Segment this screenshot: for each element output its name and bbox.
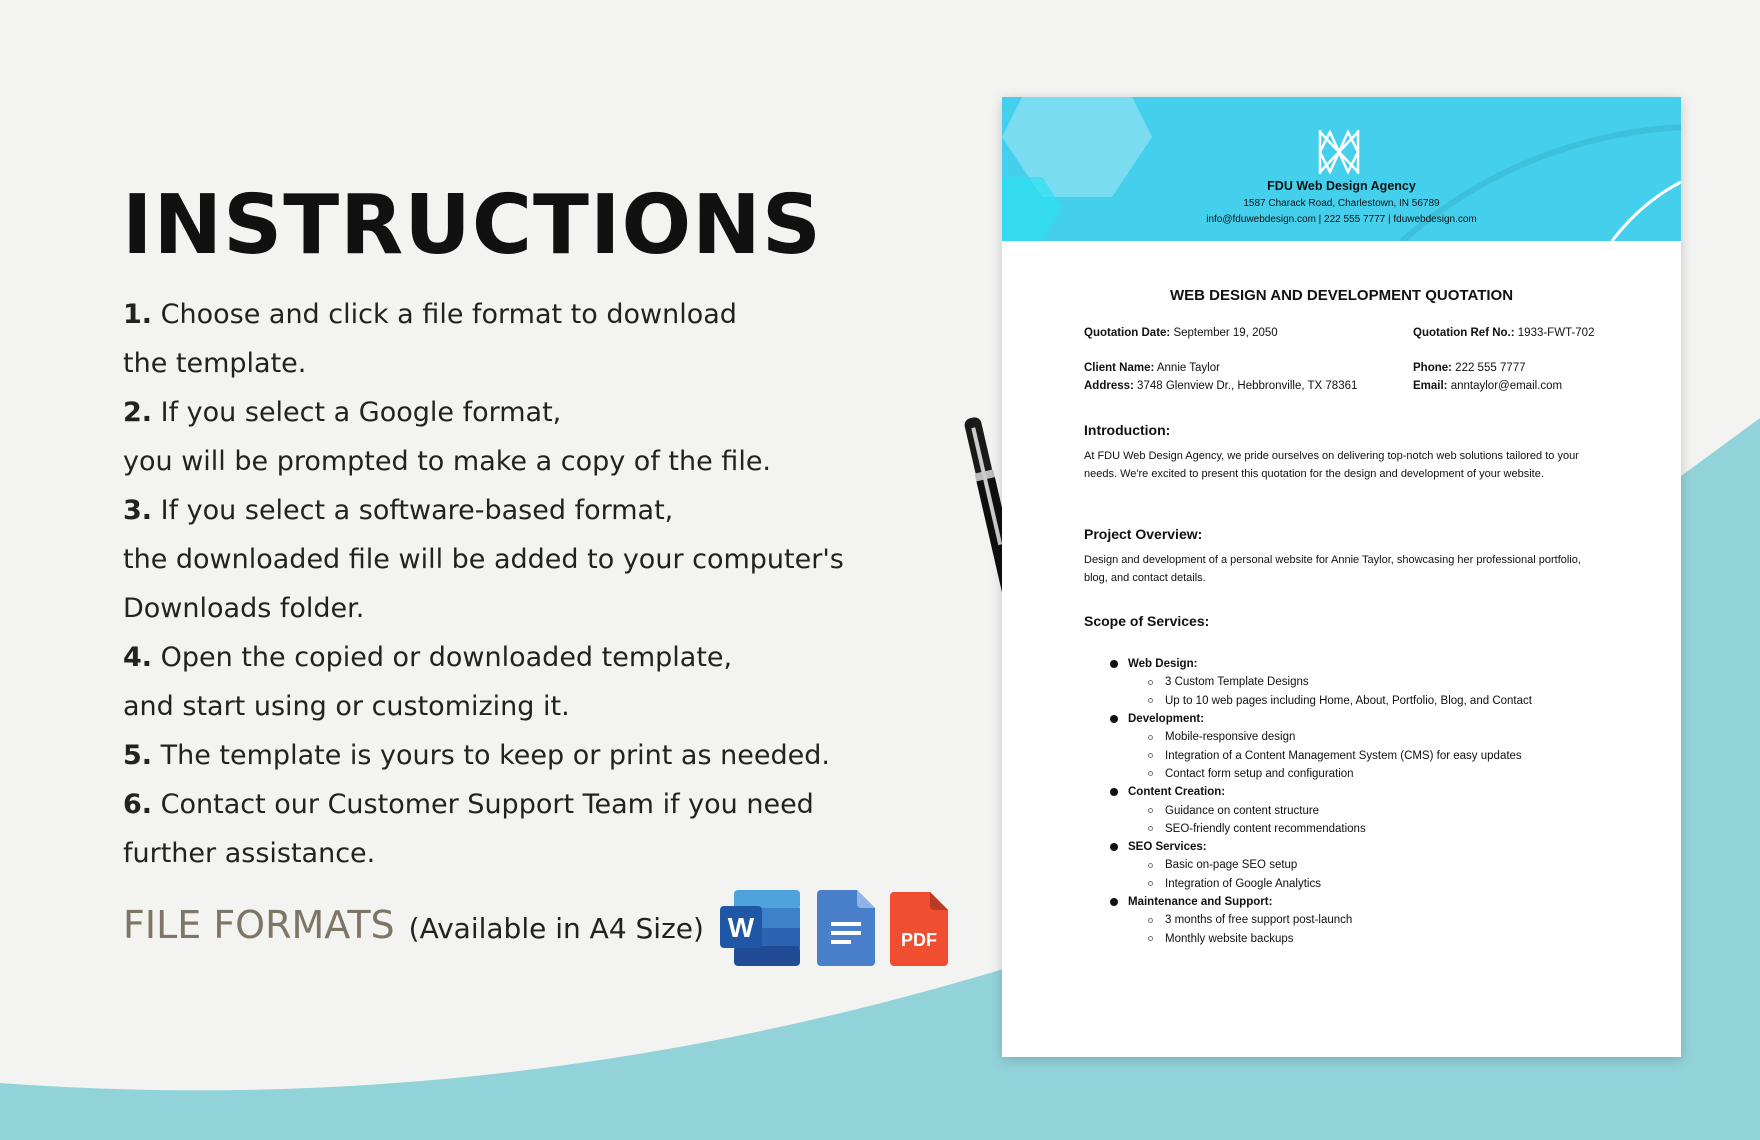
bullet-icon [1110, 788, 1118, 796]
service-subitem: Mobile-responsive design [1110, 728, 1532, 746]
step-6: 6. Contact our Customer Support Team if you need further assistance. [123, 789, 814, 869]
client-address: Address: 3748 Glenview Dr., Hebbronville, TX 78361 [1084, 380, 1358, 392]
document-title: WEB DESIGN AND DEVELOPMENT QUOTATION [1169, 287, 1514, 304]
quotation-document-preview [1002, 97, 1681, 1057]
circle-bullet-icon [1148, 698, 1153, 703]
service-subitem: Integration of Google Analytics [1110, 875, 1532, 893]
circle-bullet-icon [1148, 735, 1153, 740]
scope-heading: Scope of Services: [1084, 613, 1210, 629]
google-docs-download-icon[interactable] [817, 888, 877, 970]
bullet-icon [1110, 660, 1118, 668]
circle-bullet-icon [1148, 826, 1153, 831]
project-overview-section: Project Overview: Design and development of a personal website for Annie Taylor, showcasing her professional portfolio, blog, and contact details. [1084, 526, 1581, 584]
quotation-date: Quotation Date: September 19, 2050 [1084, 327, 1278, 339]
instruction-steps [123, 290, 923, 878]
service-item: Content Creation: [1110, 783, 1532, 801]
step-3: 3. If you select a software-based format, the downloaded file will be added to your computer's Downloads folder. [123, 495, 844, 624]
agency-name: FDU Web Design Agency [1267, 179, 1416, 193]
bullet-icon [1110, 898, 1118, 906]
service-subitem: Monthly website backups [1110, 929, 1532, 947]
step-4: 4. Open the copied or downloaded template, and start using or customizing it. [123, 642, 733, 722]
instructions-title: INSTRUCTIONS [122, 178, 822, 273]
file-formats [123, 903, 704, 947]
service-item: SEO Services: [1110, 838, 1532, 856]
circle-bullet-icon [1148, 918, 1153, 923]
word-download-icon[interactable] [718, 888, 806, 970]
service-item: Development: [1110, 710, 1532, 728]
service-subitem: Basic on-page SEO setup [1110, 856, 1532, 874]
bullet-icon [1110, 715, 1118, 723]
step-5: 5. The template is yours to keep or print as needed. [123, 740, 830, 771]
file-formats-subtitle: (Available in A4 Size) [408, 912, 704, 945]
agency-address: 1587 Charack Road, Charlestown, IN 56789 [1243, 198, 1440, 209]
service-subitem: Guidance on content structure [1110, 801, 1532, 819]
agency-logo-icon [1318, 130, 1360, 174]
circle-bullet-icon [1148, 881, 1153, 886]
circle-bullet-icon [1148, 863, 1153, 868]
document-header [1002, 97, 1681, 241]
step-2: 2. If you select a Google format, you will be prompted to make a copy of the file. [123, 397, 772, 477]
service-subitem: Integration of a Content Management System (CMS) for easy updates [1110, 746, 1532, 764]
file-formats-heading: FILE FORMATS [123, 903, 395, 947]
service-subitem: 3 Custom Template Designs [1110, 673, 1532, 691]
service-subitem: SEO-friendly content recommendations [1110, 820, 1532, 838]
service-subitem: Contact form setup and configuration [1110, 765, 1532, 783]
service-item: Maintenance and Support: [1110, 893, 1532, 911]
introduction-section: Introduction: At FDU Web Design Agency, we pride ourselves on delivering top-notch web solutions tailored to your needs. We're excited to present this quotation for the design and development of your website. [1084, 422, 1579, 480]
quotation-ref: Quotation Ref No.: 1933-FWT-702 [1413, 327, 1595, 339]
service-item: Web Design: [1110, 655, 1532, 673]
client-email: Email: anntaylor@email.com [1413, 380, 1563, 392]
services-list [1110, 655, 1532, 948]
circle-bullet-icon [1148, 680, 1153, 685]
svg-text:PDF: PDF [901, 930, 937, 950]
service-subitem: Up to 10 web pages including Home, About, Portfolio, Blog, and Contact [1110, 692, 1532, 710]
service-subitem: 3 months of free support post-launch [1110, 911, 1532, 929]
bullet-icon [1110, 843, 1118, 851]
circle-bullet-icon [1148, 936, 1153, 941]
circle-bullet-icon [1148, 808, 1153, 813]
svg-text:W: W [727, 912, 755, 943]
circle-bullet-icon [1148, 771, 1153, 776]
pdf-download-icon[interactable] [890, 890, 950, 970]
client-name: Client Name: Annie Taylor [1084, 362, 1220, 374]
client-phone: Phone: 222 555 7777 [1413, 362, 1526, 374]
agency-contact: info@fduwebdesign.com | 222 555 7777 | fduwebdesign.com [1206, 214, 1477, 225]
circle-bullet-icon [1148, 753, 1153, 758]
step-1: 1. Choose and click a file format to download the template. [123, 299, 737, 379]
